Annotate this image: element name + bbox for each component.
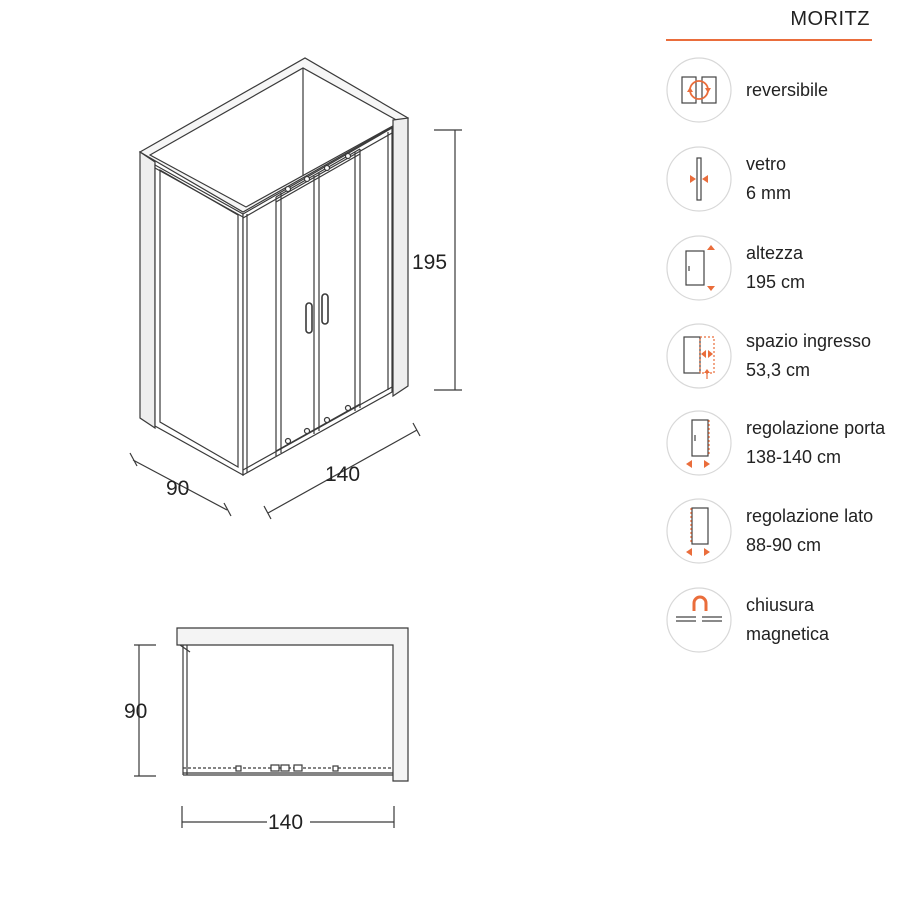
feature-entry-line2: 53,3 cm — [746, 360, 811, 380]
dimension-width-label: 140 — [325, 463, 361, 486]
feature-entry-line1: spazio ingresso — [746, 331, 872, 351]
feature-glass — [666, 146, 898, 212]
plan-dimension-depth-label: 90 — [124, 700, 148, 723]
feature-side-line1: regolazione lato — [746, 506, 874, 526]
dimension-depth-label: 90 — [166, 477, 190, 500]
side-panel — [155, 165, 243, 475]
feature-entry-space — [666, 323, 898, 389]
feature-height-line1: altezza — [746, 243, 804, 263]
product-name: MORITZ — [790, 8, 870, 30]
plan-view — [177, 628, 408, 781]
feature-glass-line2: 6 mm — [746, 183, 791, 203]
isometric-view — [140, 58, 408, 475]
height-icon — [666, 235, 732, 301]
door-adjustment-icon — [666, 410, 732, 476]
feature-magnetic-line1: chiusura — [746, 595, 815, 615]
magnetic-closure-icon — [666, 587, 732, 653]
feature-side-line2: 88-90 cm — [746, 535, 822, 555]
side-adjustment-icon — [666, 498, 732, 564]
feature-door-line2: 138-140 cm — [746, 447, 842, 467]
feature-magnetic-closure — [666, 587, 898, 653]
feature-reversible — [666, 57, 898, 123]
feature-height — [666, 235, 898, 301]
feature-height-line2: 195 cm — [746, 272, 806, 292]
product-name-header — [666, 8, 872, 41]
plan-dimension-width-label: 140 — [268, 811, 304, 834]
reversible-icon — [666, 57, 732, 123]
feature-glass-line1: vetro — [746, 154, 787, 174]
feature-side-adjustment — [666, 498, 898, 564]
feature-magnetic-line2: magnetica — [746, 624, 830, 644]
feature-reversible-line1: reversibile — [746, 79, 829, 100]
dimension-height-label: 195 — [412, 251, 448, 274]
feature-door-line1: regolazione porta — [746, 418, 886, 438]
feature-door-adjustment — [666, 410, 898, 476]
glass-thickness-icon — [666, 146, 732, 212]
entry-space-icon — [666, 323, 732, 389]
